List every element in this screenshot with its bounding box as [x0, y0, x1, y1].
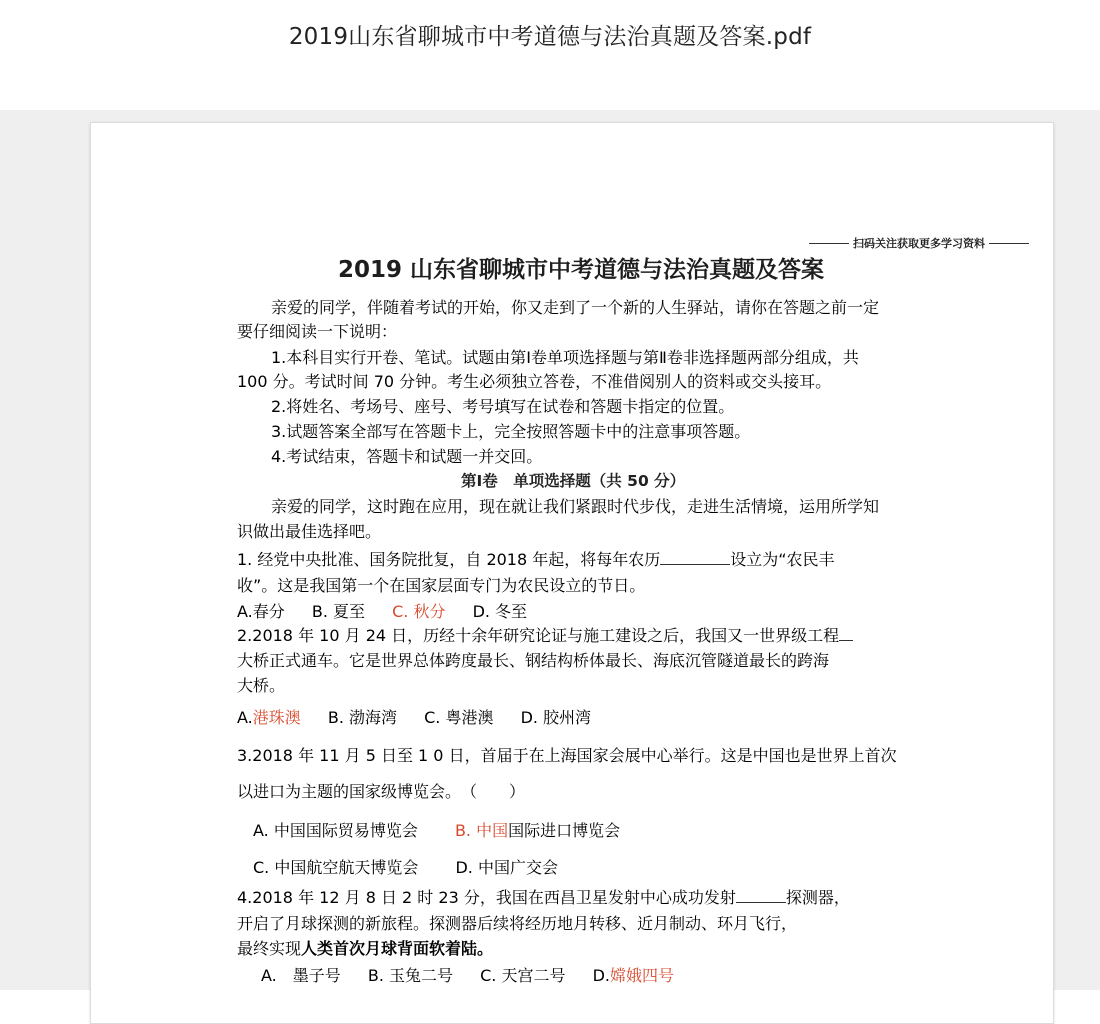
header-rule-left: [809, 243, 849, 244]
option-a-prefix: A.: [237, 708, 253, 727]
question-3-line: 3.2018 年 11 月 5 日至 1 0 日，首届于在上海国家会展中心举行。这是中国也是世界上首次: [237, 746, 897, 765]
question-1-text-a: 1. 经党中央批准、国务院批复，自 2018 年起，将每年农历: [237, 550, 661, 569]
option-c: C. 粤港澳: [424, 708, 494, 727]
rule-line: 4.考试结束，答题卡和试题一并交回。: [271, 447, 543, 466]
rule-line: 2.将姓名、考场号、座号、考号填写在试卷和答题卡指定的位置。: [271, 397, 735, 416]
option-d: [593, 963, 674, 986]
document-title: 2019 山东省聊城市中考道德与法治真题及答案: [337, 257, 825, 283]
question-1-line: 收”。这是我国第一个在国家层面专门为农民设立的节日。: [237, 576, 646, 595]
question-3-line: 以进口为主题的国家级博览会。 （ ）: [237, 782, 526, 801]
option-c: C. 天宫二号: [480, 966, 566, 985]
question-4-emphasis: 人类首次月球背面软着陆。: [301, 939, 494, 958]
question-4-line: 开启了月球探测的新旅程。探测器后续将经历地月转移、近月制动、环月飞行，: [237, 914, 798, 933]
option-d-answer: 嫦娥四号: [609, 966, 674, 985]
question-1-text-b: 设立为“农民丰: [730, 550, 835, 569]
question-4-line: [237, 936, 493, 959]
question-1-line: [237, 547, 835, 570]
option-a: A. 中国国际贸易博览会: [253, 821, 418, 840]
answer-blank: [839, 626, 853, 641]
option-b: B. 夏至: [311, 602, 366, 621]
question-2-line: 大桥。: [237, 676, 286, 695]
option-d-prefix: D.: [592, 966, 610, 985]
question-4-text-a: 4.2018 年 12 月 8 日 2 时 23 分，我国在西昌卫星发射中心成功发射: [237, 888, 736, 907]
option-b: [455, 821, 620, 840]
rule-line: 3.试题答案全部写在答题卡上，完全按照答题卡中的注意事项答题。: [271, 422, 751, 441]
answer-blank: [736, 888, 786, 903]
option-b-text: 国际进口博览会: [508, 821, 621, 840]
header-note: [809, 235, 1029, 251]
option-a-answer: 港珠澳: [252, 708, 301, 727]
question-2-options: [237, 705, 613, 728]
question-2-line: [237, 623, 853, 646]
question-1-options: [237, 599, 549, 622]
option-d: D. 中国广交会: [455, 858, 558, 877]
section-intro-line: 识做出最佳选择吧。: [237, 522, 382, 541]
answer-blank: [660, 550, 730, 565]
option-d: D. 胶州湾: [520, 708, 592, 727]
document-viewer[interactable]: [0, 110, 1100, 990]
section-intro-line: 亲爱的同学，这时跑在应用，现在就让我们紧跟时代步伐，走进生活情境，运用所学知: [271, 497, 880, 516]
question-4-text-b: 探测器，: [785, 888, 850, 907]
option-b-answer: B. 中国: [454, 821, 509, 840]
question-4-options: [261, 963, 696, 986]
option-b: B. 玉兔二号: [367, 966, 454, 985]
question-3-options-row2: [253, 855, 558, 878]
pdf-page: [90, 122, 1054, 1024]
option-a: A.春分: [237, 602, 285, 621]
question-4-text-c: 最终实现: [237, 939, 302, 958]
option-c: C. 中国航空航天博览会: [253, 858, 419, 877]
option-a: [237, 705, 301, 728]
question-4-line: [237, 885, 850, 908]
intro-line: 亲爱的同学，伴随着考试的开始，你又走到了一个新的人生驿站，请你在答题之前一定: [271, 298, 880, 317]
header-note-text: 扫码关注获取更多学习资料: [853, 237, 985, 250]
rule-line: 1.本科目实行开卷、笔试。试题由第Ⅰ卷单项选择题与第Ⅱ卷非选择题两部分组成，共: [271, 348, 859, 367]
section-title: 第Ⅰ卷 单项选择题（共 50 分）: [461, 472, 686, 490]
viewer-header: [0, 0, 1100, 110]
option-d: D. 冬至: [472, 602, 528, 621]
question-3-options-row1: [253, 818, 620, 841]
question-2-line: 大桥正式通车。它是世界总体跨度最长、钢结构桥体最长、海底沉管隧道最长的跨海: [237, 651, 830, 670]
question-2-text: 2.2018 年 10 月 24 日，历经十余年研究论证与施工建设之后，我国又一世界级工程: [237, 626, 840, 645]
option-c-answer: C. 秋分: [392, 602, 446, 621]
option-a: A. 墨子号: [261, 966, 341, 985]
header-rule-right: [989, 243, 1029, 244]
option-b: B. 渤海湾: [327, 708, 398, 727]
intro-line: 要仔细阅读一下说明：: [237, 322, 398, 341]
rule-line: 100 分。考试时间 70 分钟。考生必须独立答卷，不准借阅别人的资料或交头接耳。: [237, 372, 832, 391]
file-title: 2019山东省聊城市中考道德与法治真题及答案.pdf: [288, 24, 812, 50]
